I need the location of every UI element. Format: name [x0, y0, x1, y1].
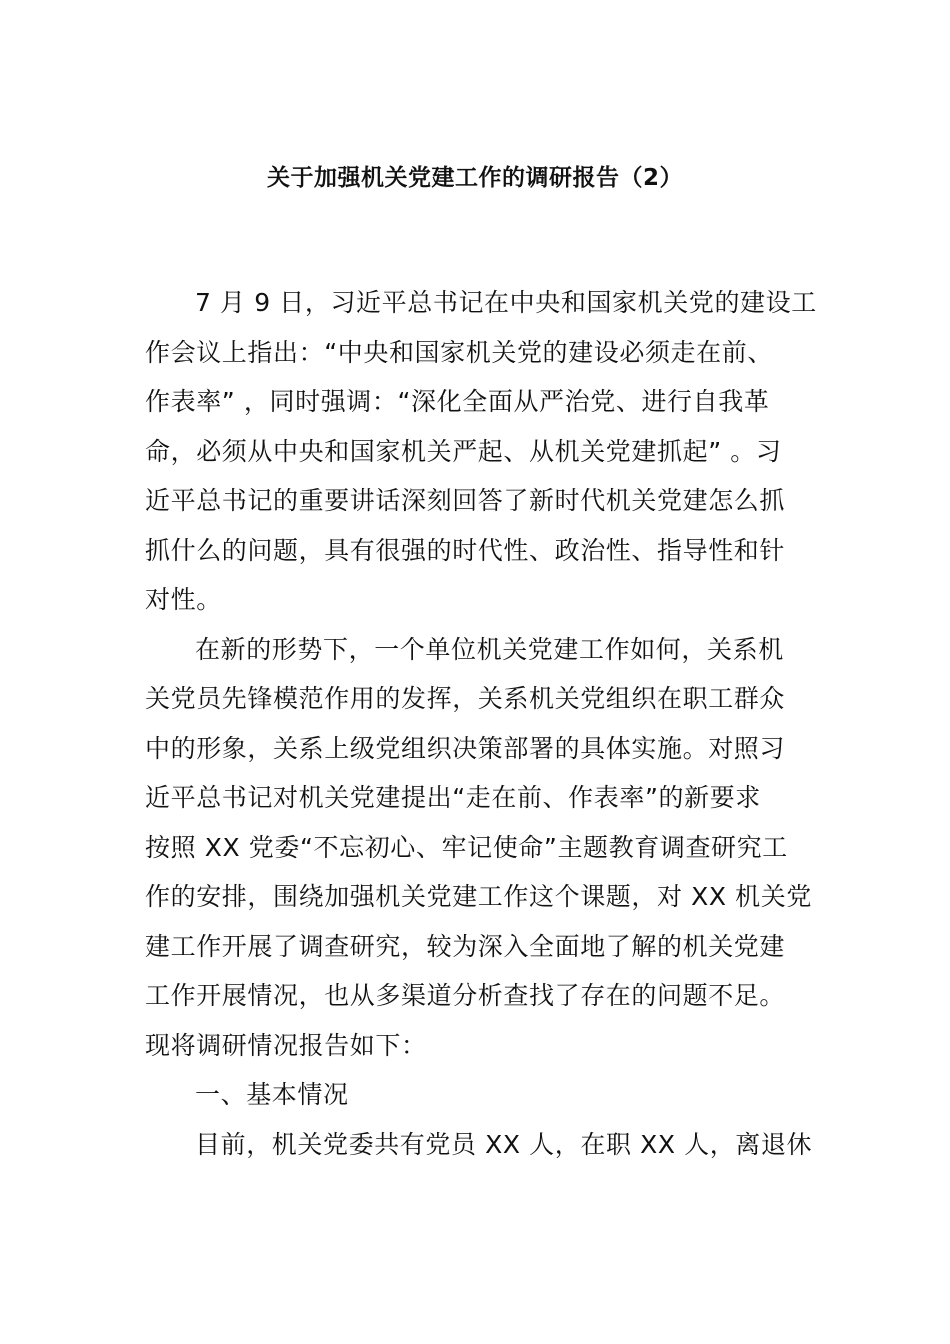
paragraph-1-line-1: 7 月 9 日，习近平总书记在中央和国家机关党的建设工 — [195, 288, 817, 317]
section-heading-basic-situation: 一、基本情况 — [195, 1080, 349, 1109]
paragraph-1-line-4: 命，必须从中央和国家机关严起、从机关党建抓起” 。习 — [145, 436, 782, 466]
paragraph-1-line-7: 对性。 — [145, 585, 222, 614]
paragraph-2-line-8: 工作开展情况，也从多渠道分析查找了存在的问题不足。 — [145, 981, 786, 1010]
paragraph-2-line-7: 建工作开展了调查研究，较为深入全面地了解的机关党建 — [145, 931, 786, 961]
paragraph-2-line-6: 作的安排，围绕加强机关党建工作这个课题，对 XX 机关党 — [145, 882, 812, 911]
paragraph-3-line-1: 目前，机关党委共有党员 XX 人，在职 XX 人，离退休 — [195, 1129, 813, 1159]
paragraph-2-line-9: 现将调研情况报告如下： — [145, 1030, 427, 1060]
paragraph-1-line-2: 作会议上指出：“中央和国家机关党的建设必须走在前、 — [145, 337, 773, 367]
document-title: 关于加强机关党建工作的调研报告（2） — [266, 165, 683, 191]
paragraph-1-line-5: 近平总书记的重要讲话深刻回答了新时代机关党建怎么抓 — [145, 486, 786, 515]
paragraph-2-line-1: 在新的形势下，一个单位机关党建工作如何，关系机 — [195, 634, 784, 664]
paragraph-2-line-4: 近平总书记对机关党建提出“走在前、作表率”的新要求 — [145, 783, 761, 812]
paragraph-1-line-6: 抓什么的问题，具有很强的时代性、政治性、指导性和针 — [145, 535, 786, 565]
paragraph-2-line-3: 中的形象，关系上级党组织决策部署的具体实施。对照习 — [145, 733, 786, 763]
paragraph-1-line-3: 作表率” ，同时强调：“深化全面从严治党、进行自我革 — [145, 387, 770, 416]
document-body — [145, 283, 817, 1174]
paragraph-2-line-5: 按照 XX 党委“不忘初心、牢记使命”主题教育调查研究工 — [145, 832, 788, 862]
paragraph-2-line-2: 关党员先锋模范作用的发挥，关系机关党组织在职工群众 — [145, 684, 786, 713]
